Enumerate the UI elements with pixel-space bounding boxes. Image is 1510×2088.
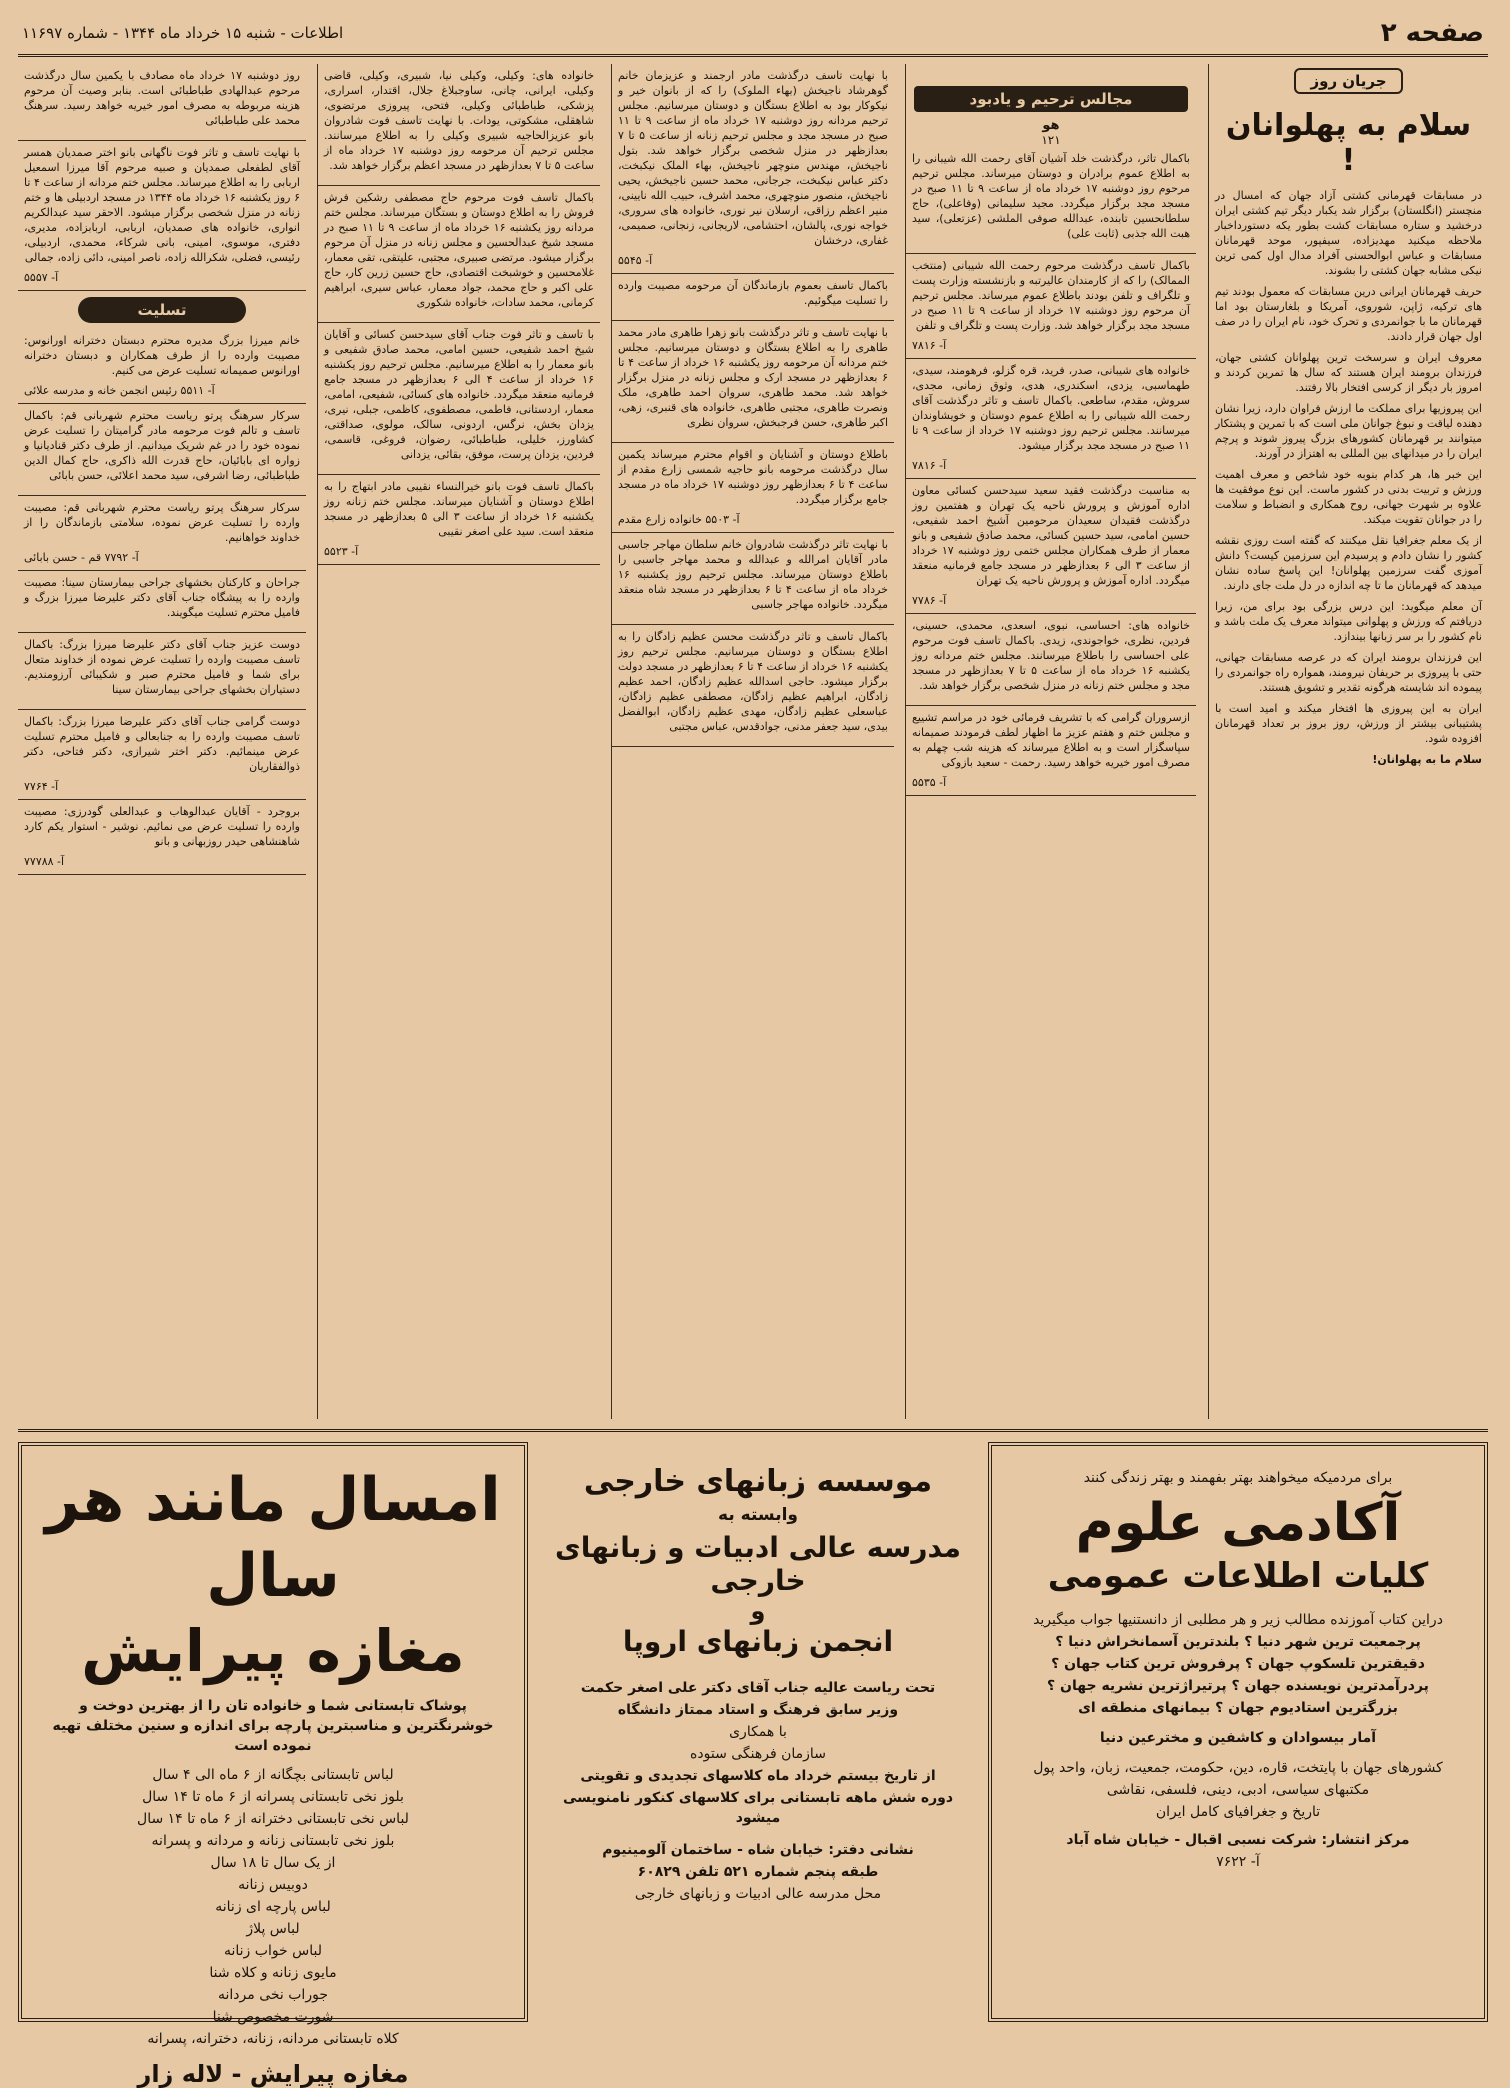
ad-pirayesh-store [18, 1442, 528, 2088]
list-item: لباس نخی تابستانی دخترانه از ۶ ماه تا ۱۴ سال [137, 1811, 409, 1827]
editorial-paragraph: آن معلم میگوید: این درس بزرگی بود برای من، زیرا دریافتم که ورزش و پهلوانی میتواند معرف یک ملت باشد و نام کشور را بر سر زبانها بیندازد. [1215, 600, 1482, 643]
notice-ref: آ- ۵۵۵۷ [24, 271, 59, 284]
notice-ref: آ- ۷۷۹۲ قم - حسن بابائی [24, 551, 139, 564]
obituary-notice [318, 64, 600, 186]
notice-text: باکمال تاسف درگذشت مرحوم رحمت الله شیبانی (منتخب الممالک) را که از کارمندان عالیرتبه و بازنشسته وزارت پست و تلگراف و تلفن بودند باطلاع عموم میرساند. مجلس ترحیم آن مرحوم روز دوشنبه ۱۷ خرداد از ساعت ۹ تا ۱۱ صبح در مسجد مجد برگزار خواهد شد. وزارت پست و تلگراف و تلفن [912, 259, 1190, 332]
notice-ref: آ- ۷۸۱۶ [912, 339, 947, 352]
obituary-notice [906, 359, 1196, 479]
notice-text: باکمال تاسف فوت مرحوم حاج مصطفی رشکین فرش فروش را به اطلاع دوستان و بستگان میرساند. مجلس ختم مردانه روز یکشنبه ۱۶ خرداد ماه از ساعت ۹ تا ۱۱ صبح در مسجد شیخ عبدالحسین و مجلس زنانه در منزل آن مرحوم برگزار میشود. مرتضی صبیری، مجتبی، علیتقی، تقی معمار، غلامحسین و خوشبخت اقتصادی، حاج حسین زرین کار، حاج علی اکبر و حاج محمد، جواد معمار، عباس سیری، ابراهیم کرمانی، محمد سادات، خانواده شکوری [324, 191, 595, 309]
obituary-notice [612, 625, 894, 747]
obituary-notice [906, 479, 1196, 614]
ad-line: و [750, 1597, 766, 1625]
notice-ref: آ- ۷۷۶۴ [24, 780, 59, 793]
notice-ref: آ- ۷۷۸۶ [912, 594, 947, 607]
list-item: کلاه تابستانی مردانه، زنانه، دخترانه، پسرانه [147, 2031, 399, 2047]
ad-line: وزیر سابق فرهنگ و استاد ممتاز دانشگاه [617, 1702, 899, 1718]
masthead [18, 14, 1488, 57]
notice-text: باطلاع دوستان و آشنایان و اقوام محترم میرساند یکمین سال درگذشت مرحومه بانو حاجیه شمسی زارع مقدم از ساعت ۴ تا ۶ بعدازظهر روز دوشنبه ۱۷ خرداد ماه در مسجد جامع برگزار میگردد. [618, 448, 889, 506]
condolence-notice [18, 571, 306, 633]
notice-text: جراحان و کارکنان بخشهای جراحی بیمارستان سینا: مصیبت وارده را به پیشگاه جناب آقای دکتر علیرضا میرزا بزرگ و فامیل محترم تسلیت میگویند. [24, 576, 300, 619]
notice-text: خانواده های: وکیلی، وکیلی نیا، شبیری، وکیلی، قاضی وکیلی، ایرانی، چانی، ساوجبلاغ جلال، اقتدار، اسراری، پزشکی، طباطبائی وکیلی، فتحی، پیروزی مرتضوی، شاهقلی، مشکوتی، یودات. با نهایت تاسف فوت شادروان بانو عزیزالحاجیه شبیری وکیلی را به اطلاع میرسانند. مجلس ترحیم آن مرحومه روز دوشنبه ۱۷ خرداد ماه از ساعت ۵ تا ۷ بعدازظهر در مسجد اعظم برگزار خواهد شد. [324, 69, 594, 172]
notice-ref: آ- ۷۸۱۶ [912, 459, 947, 472]
notice-text: دوست عزیز جناب آقای دکتر علیرضا میرزا بزرگ: باکمال تاسف مصیبت وارده را تسلیت عرض نموده از خداوند متعال برای شما و فامیل محترم صبر و شکیبائی آرزومندیم. دستیاران بخشهای جراحی بیمارستان سینا [24, 638, 300, 696]
ad-line: دراین کتاب آموزنده مطالب زیر و هر مطلبی از دانستنیها جواب میگیرید [1033, 1612, 1443, 1628]
list-item: از یک سال تا ۱۸ سال [210, 1855, 336, 1871]
editorial-paragraph: این خبر ها، هر کدام بنوبه خود شاخص و معرف اهمیت ورزش و تربیت بدنی در کشور ماست. این نوع موفقیت ها علاوه بر شهرت جهانی، روح همکاری و انضباط و سلامت را در جوانان تقویت میکند. [1215, 468, 1482, 526]
condolence-notice [18, 710, 306, 800]
editorial-paragraph: در مسابقات قهرمانی کشتی آزاد جهان که امسال در منچستر (انگلستان) برگزار شد یکبار دیگر تیم کشتی ایران درخشید و ستاره مسابقات کشت بطور یکه دستورداخبار ملاحظه میکنید مهدیزاده، سیفپور، موحد قهرمانان مسابقات و عباس ابوالحسنی آفراد مدال اول کمی ترین نیکی مشابه جهان کشتی را بشوند. [1215, 189, 1482, 277]
ad-line: دقیقترین تلسکوپ جهان ؟ پرفروش ترین کتاب جهان ؟ [1051, 1656, 1425, 1672]
condolence-notice [18, 329, 306, 404]
issue-info: اطلاعات - شنبه ۱۵ خرداد ماه ۱۳۴۴ - شماره ۱۱۶۹۷ [22, 24, 344, 42]
ad-intro: پوشاک تابستانی شما و خانواده تان را از بهترین دوخت و خوشرنگترین و مناسبترین پارچه برای اندازه و سنین مختلف تهیه نموده است [52, 1698, 494, 1754]
ad-line: پرجمعیت ترین شهر دنیا ؟ بلندترین آسمانخراش دنیا ؟ [1055, 1634, 1421, 1650]
list-item: لباس تابستانی بچگانه از ۶ ماه الی ۴ سال [152, 1767, 394, 1783]
condolence-notice [18, 404, 306, 496]
ad-line: مکتبهای سیاسی، ادبی، دینی، فلسفی، نقاشی [1106, 1782, 1370, 1798]
notice-text: خانم میرزا بزرگ مدیره محترم دبستان دخترانه اورانوس: مصیبت وارده را از طرف همکاران و دبستان دخترانه اورانوس صمیمانه تسلیت عرض می کنیم. [24, 334, 300, 377]
anniversary-notice [18, 64, 306, 141]
notice-text: با نهایت تاسف و تاثر فوت ناگهانی بانو اختر صمدیان همسر آقای لطفعلی صمدیان و صبیه مرحوم آقا میرزا اسمعیل اربابی را به اطلاع میرساند. مجلس ختم مردانه از ساعت ۴ تا ۶ روز یکشنبه ۱۶ خرداد ماه ۱۳۴۴ در مسجد اردبیلی ها و ختم زنانه در منزل شخصی برگزار میشود. الاحقر سید عبدالکریم انواری، خانواده های صمدیان، اربابی، اربابزاده، مدیری، دفتری، موسوی، امینی، بانی شرکاء، محمدی، اردبیلی، رئیسی، فضلی، شکرالله زاده، ناصر امینی، دائی زاده، جمالی [24, 146, 300, 264]
ad-title: انجمن زبانهای اروپا [622, 1625, 894, 1658]
notice-text: خانواده های شیبانی، صدر، فرید، قره گزلو، فرهومند، سیدی، طهماسبی، یزدی، اسکندری، هدی، وثوق زمانی، مجدی، سروش، مقدم، ساطعی. باکمال تاسف و تاثر درگذشت آقای رحمت الله شیبانی را به اطلاع عموم دوستان و خویشاوندان میرسانند. مجلس ترحیم روز دوشنبه ۱۷ خرداد از ساعت ۹ تا ۱۱ صبح در مسجد مجد برگزار میشود. [912, 364, 1190, 452]
ad-footer: مغازه پیرایش - لاله زار [137, 2060, 409, 2088]
obituary-notice [318, 186, 600, 323]
ad-title: مغازه پیرایش [81, 1617, 465, 1685]
ad-title: موسسه زبانهای خارجی [583, 1464, 933, 1499]
ad-line: وابسته به [718, 1505, 798, 1525]
notice-ref: آ- ۵۵۰۳ خانواده زارع مقدم [618, 513, 740, 526]
ad-line: سازمان فرهنگی ستوده [690, 1746, 826, 1762]
list-item: لباس پلاژ [246, 1921, 300, 1937]
notice-number: ۱۲۱ [1041, 133, 1061, 147]
notice-text: باکمال تاسف و تاثر درگذشت محسن عظیم زادگان را به اطلاع بستگان و دوستان میرسانیم. مجلس ترحیم روز یکشنبه ۱۶ خرداد از ساعت ۴ تا ۶ بعدازظهر در مسجد دولت برگزار میشود. حاجی اسدالله عظیم زادگان، احمد عظیم زادگان، ابراهیم عظیم زادگان، مصطفی عظیم زادگان، عباسعلی عظیم زادگان، مهدی عظیم زادگان، ابوالفضل بیدی، سید جعفر مدنی، جوادقدس، عباس مجتبی [618, 630, 889, 733]
editorial-paragraph: معروف ایران و سرسخت ترین پهلوانان کشتی جهان، فرزندان برومند ایران هستند که سال ها تمرین کردند و امروز بار دیگر از کرسی افتخار بالا رفتند. [1215, 351, 1482, 394]
notice-text: سرکار سرهنگ پرتو ریاست محترم شهربانی قم: باکمال تاسف و تالم فوت مرحومه مادر گرامیتان را تسلیت عرض نموده خود را در غم شریک میدانیم. از طرف دکتر قنادیانیا و زواره ای بابائیان، حاج قدرت الله ذاکری، حاج کمال الدین طباطبائی، رضا اشرفی، سید محمد اعلائی، حسن بابائی [24, 409, 300, 482]
ad-line: کشورهای جهان با پایتخت، قاره، دین، حکومت، جمعیت، زبان، واحد پول [1033, 1760, 1443, 1776]
notice-ref: آ- ۵۵۲۳ [324, 545, 359, 558]
ad-line: مرکز انتشار: شرکت نسبی اقبال - خیابان شاه آباد [1066, 1832, 1410, 1848]
notice-text: خانواده های: احساسی، نبوی، اسعدی، محمدی، حسینی، فردین، نظری، خواجوندی، زیدی. باکمال تاسف فوت مرحوم علی احساسی را باطلاع میرسانند. مجلس ختم مردانه روز یکشنبه ۱۶ خرداد ماه از ساعت ۵ تا ۷ بعدازظهر در مسجد مجد و مجلس ختم زنانه در منزل شخصی برگزار خواهد شد. [912, 619, 1191, 692]
ad-language-institute [548, 1442, 968, 2022]
notice-text: بروجرد - آقایان عبدالوهاب و عبدالعلی گودرزی: مصیبت وارده را تسلیت عرض می نمائیم. نوشیر - استوار یکم کارد شاهنشاهی حیدر روزبهانی و بانو [24, 805, 300, 848]
editorial-title: سلام به پهلوانان ! [1225, 108, 1472, 178]
obituary-notice [318, 475, 600, 565]
memorials-header: مجالس ترحیم و یادبود [914, 86, 1188, 112]
obituary-notice [318, 323, 600, 475]
notice-text: سرکار سرهنگ پرتو ریاست محترم شهربانی قم: مصیبت وارده را تسلیت عرض نموده، سلامتی بازماندگان را از خداوند خواهانیم. [24, 501, 300, 544]
list-item: مایوی زنانه و کلاه شنا [209, 1965, 337, 1981]
list-item: دوبیس زنانه [238, 1877, 308, 1893]
column-condolences [18, 64, 306, 1419]
editorial-paragraph: ایران به این پیروزی ها افتخار میکند و امید است با پشتیبانی بیشتر از ورزش، روز بروز بر تعداد قهرمانان افزوده شود. [1215, 702, 1482, 745]
column-obituaries-3 [611, 64, 894, 1419]
list-item: لباس خواب زنانه [223, 1943, 323, 1959]
section-label: جریان روز [1294, 68, 1402, 94]
obituary-notice [612, 321, 894, 443]
column-memorials [905, 64, 1196, 1419]
notice-text: با نهایت تاسف و تاثر درگذشت بانو زهرا طاهری مادر محمد طاهری را به اطلاع بستگان و دوستان میرسانیم. مجلس ختم مردانه آن مرحومه روز یکشنبه ۱۶ خرداد از ساعت ۴ تا ۶ بعدازظهر در مسجد ارک و مجلس زنانه در منزل برگزار خواهد شد. محمد طاهری، سروان احمد طاهری، ملک ونصرت طاهری، مجتبی طاهری، خانواده های قنبری، زهی، اکبر طاهری، حسن فرجبخش، سروان نظری [618, 326, 888, 429]
obituary-notice [906, 254, 1196, 359]
list-item: بلوز نخی تابستانی پسرانه از ۶ ماه تا ۱۴ سال [142, 1789, 404, 1805]
obituary-notice [906, 706, 1196, 796]
editorial-paragraph: این پیروزیها برای مملکت ما ارزش فراوان دارد، زیرا نشان دهنده لیاقت و نبوغ جوانان ملی است که با تمرین و پشتکار میتوانند بر قهرمانان کشورهای بزرگ پیروز شوند و پرچم ایران را در میدانهای بین المللی به اهتزاز در آورند. [1215, 402, 1482, 460]
notice-text: باکمال تاثر، درگذشت خلد آشیان آقای رحمت الله شیبانی را به اطلاع عموم برادران و دوستان میرساند. مجلس ترحیم مرحوم روز دوشنبه ۱۷ خرداد ماه از ساعت ۹ تا ۱۱ صبح در مسجد مجد برگزار میگردد. مجید سلیمانی (وفاعلی)، حاج سلطانحسین تابنده، عبدالله صوفی الملشی (عزتعلی)، سید هبت الله جذبی (ثابت علی) [912, 152, 1191, 240]
notice-ref: آ- ۷۷۷۸۸ [24, 855, 65, 868]
obituary-notice [612, 274, 894, 321]
list-item: جوراب نخی مردانه [218, 1987, 328, 2003]
column-editorial [1208, 64, 1488, 1419]
obituary-notice [906, 614, 1196, 706]
ad-title: امسال مانند هر سال [45, 1465, 501, 1611]
editorial-paragraph: حریف قهرمانان ایرانی درین مسابقات که معمول بودند تیم های ترکیه، ژاپن، شوروی، آمریکا و بلغارستان بود اما قهرمانان ما با جوانمردی و تحرک خود، نام ایران را در صف اول جهان قرار دادند. [1215, 285, 1482, 343]
ad-line: تحت ریاست عالیه جناب آقای دکتر علی اصغر حکمت [580, 1680, 936, 1696]
notice-text: دوست گرامی جناب آقای دکتر علیرضا میرزا بزرگ: باکمال تاسف مصیبت وارده را به جنابعالی و فامیل محترم تسلیت عرض مینمائیم. دکتر اختر شیرازی، دکتر فتاحی، دکتر ذوالفقاریان [24, 715, 300, 773]
ad-line: از تاریخ بیستم خرداد ماه کلاسهای تجدیدی و تقویتی [580, 1768, 936, 1784]
page-number: صفحه ۲ [1380, 18, 1484, 48]
ad-line: دوره شش ماهه تابستانی برای کلاسهای کنکور نامنویسی میشود [562, 1790, 954, 1826]
notice-text: باکمال تاسف بعموم بازماندگان آن مرحومه مصیبت وارده را تسلیت میگوئیم. [618, 279, 888, 307]
condolence-header: تسلیت [78, 297, 246, 323]
editorial-paragraph: این فرزندان برومند ایران که در عرصه مسابقات جهانی، حتی با پیروزی بر حریفان نیرومند، همواره راه جوانمردی را پیموده اند شایسته هرگونه تقدیر و تشویق هستند. [1215, 651, 1482, 694]
obituary-notice [906, 147, 1196, 254]
notice-ref: آ- ۵۵۱۱ رئیس انجمن خانه و مدرسه علائی [24, 384, 215, 397]
ad-ref: آ- ۷۶۲۲ [1216, 1854, 1260, 1870]
editorial-paragraph: از یک معلم جغرافیا نقل میکنند که گفته است روزی نقشه کشور را نشان دادم و پرسیدم این سرزمین کیست؟ دانش آموزی گفت سرزمین پهلوانان! این پاسخ ساده نشان میدهد که قهرمانان ما تا چه اندازه در دل ملت جای دارند. [1215, 534, 1482, 592]
obituary-notice [612, 533, 894, 625]
ad-line: محل مدرسه عالی ادبیات و زبانهای خارجی [634, 1886, 882, 1902]
condolence-notice [18, 496, 306, 571]
ad-line: با همکاری [729, 1724, 787, 1740]
obituary-notice [612, 443, 894, 533]
condolence-notice [18, 800, 306, 875]
ad-title: مدرسه عالی ادبیات و زبانهای خارجی [555, 1531, 961, 1597]
ad-line: بزرگترین استادیوم جهان ؟ بیمانهای منطقه ای [1078, 1700, 1398, 1716]
list-item: لباس پارچه ای زنانه [215, 1899, 331, 1915]
notice-text: با تاسف و تاثر فوت جناب آقای سیدحسن کسائی و آقایان شیخ احمد شفیعی، حسین امامی، محمد صادق شفیعی و بانو معمار را به اطلاع میرسانیم. مجلس ترحیم روز یکشنبه ۱۶ خرداد از ساعت ۴ الی ۶ بعدازظهر در مسجد جامع فرمانیه منعقد میگردد. خانواده های کسائی، شفیعی، امامی، معمار، اردستانی، فاطمی، مصطفوی، کاظمی، جبلی، نیری، یزدان بخش، نرگس، اردونی، سالک، مولوی، صداقتی، کشاورز، خلیلی، طباطبائی، رضوان، فروغی، قاسمی، فردین، یزدان پرست، موفق، بقائی، یزدانی [324, 328, 594, 461]
hu-mark: هو [1042, 118, 1060, 133]
notice-ref: آ- ۵۵۳۵ [912, 776, 947, 789]
editorial-paragraph: سلام ما به پهلوانان! [1372, 753, 1482, 766]
list-item: بلوز نخی تابستانی زنانه و مردانه و پسرانه [151, 1833, 395, 1849]
ad-line: طبقه پنجم شماره ۵۲۱ تلفن ۶۰۸۲۹ [637, 1864, 879, 1880]
notice-text: ازسروران گرامی که با تشریف فرمائی خود در مراسم تشییع و مجلس ختم و هفتم عزیز ما اظهار لطف فرمودند صمیمانه سپاسگزار است و به اطلاع میرساند که هزینه شب چهلم به مصرف امور خیریه خواهد رسید. رحمت - سعید بازوکی [912, 711, 1190, 769]
ad-items-list [30, 1764, 516, 2050]
ad-academy [988, 1442, 1488, 2022]
obituary-notice [612, 64, 894, 274]
notice-text: با نهایت تاسف درگذشت مادر ارجمند و عزیزمان خانم گوهرشاد ناجیخش (بهاء الملوک) را که از بانوان خیر و نیکوکار بود به اطلاع بستگان و دوستان میرسانیم. مجلس ترحیم مردانه روز دوشنبه ۱۷ خرداد ماه از ساعت ۹ تا ۱۱ صبح در مسجد مجد و مجلس ترحیم زنانه از ساعت ۵ تا ۷ بعدازظهر در منزل شخصی برگزار خواهد شد. بتول ناجیخش، مهندس منوچهر ناجیخش، بهاء الملک نیکبخت، دکتر عباس نیکبخت، جرجانی، محمد حسین ناجیخش، یحیی ناجیخش، منصور منوچهری، محمد اشرف، حبیب الله نایینی، منیر اعظم رزاقی، ارسلان نیر نوری، خانواده های سروری، خواجه نوری، پالشان، احتشامی، لاریجانی، زنجانی، صمیمی، غفاری، درخشان [618, 69, 889, 247]
ad-line: نشانی دفتر: خیابان شاه - ساختمان آلومینیوم [602, 1842, 914, 1858]
notice-text: روز دوشنبه ۱۷ خرداد ماه مصادف با یکمین سال درگذشت مرحوم عبدالهادی طباطبائی است. بنابر وصیت آن مرحوم هزینه مربوطه به مصرف امور خیریه خواهد رسید. سرهنگ محمد علی طباطبائی [24, 69, 300, 127]
ad-line: پردرآمدترین نویسنده جهان ؟ پرتیراژترین نشریه جهان ؟ [1047, 1678, 1429, 1694]
ad-subtitle: کلیات اطلاعات عمومی [1047, 1556, 1429, 1596]
ad-tagline: برای مردمیکه میخواهند بهتر بفهمند و بهتر زندگی کنند [1083, 1470, 1393, 1486]
advertisements-band [18, 1429, 1488, 2088]
notice-text: با نهایت تاثر درگذشت شادروان خانم سلطان مهاجر جاسبی مادر آقایان امرالله و عبدالله و محمد مهاجر جاسبی را باطلاع دوستان میرساند. مجلس ترحیم روز یکشنبه ۱۶ خرداد ماه از ساعت ۴ تا ۶ بعدازظهر در مسجد شاه منعقد میگردد. خانواده مهاجر جاسبی [618, 538, 888, 611]
condolence-notice [18, 633, 306, 710]
ad-line: تاریخ و جغرافیای کامل ایران [1155, 1804, 1321, 1820]
notice-text: به مناسبت درگذشت فقید سعید سیدحسن کسائی معاون اداره آموزش و پرورش ناحیه یک تهران و هفتمین روز درگذشت فقیدان سعیدان مرحومین آشیخ احمد شفیعی، حسین امامی، سید حسین کسائی، محمد صادق شفیعی و بانو معمار از طرف همکاران مجلس ختمی روز دوشنبه ۱۷ خرداد از ساعت ۳ الی ۶ بعدازظهر در مسجد جامع فرمانیه منعقد میگردد. اداره آموزش و پرورش ناحیه یک تهران [912, 484, 1191, 587]
column-obituaries-4 [317, 64, 600, 1419]
obituary-notice [18, 141, 306, 291]
notice-text: باکمال تاسف فوت بانو خیرالنساء نقیبی مادر ابتهاج را به اطلاع دوستان و آشنایان میرساند. مجلس ختم زنانه روز یکشنبه ۱۶ خرداد از ساعت ۳ الی ۵ بعدازظهر در مسجد منعقد است. سید علی اصغر نقیبی [324, 480, 594, 538]
notice-ref: آ- ۵۵۴۵ [618, 254, 653, 267]
list-item: شورت مخصوص شنا [212, 2009, 334, 2025]
newspaper-page [18, 14, 1488, 2088]
ad-line: آمار بیسوادان و کاشفین و مخترعین دنیا [1099, 1730, 1377, 1746]
ad-title: آکادمی علوم [1075, 1493, 1401, 1553]
